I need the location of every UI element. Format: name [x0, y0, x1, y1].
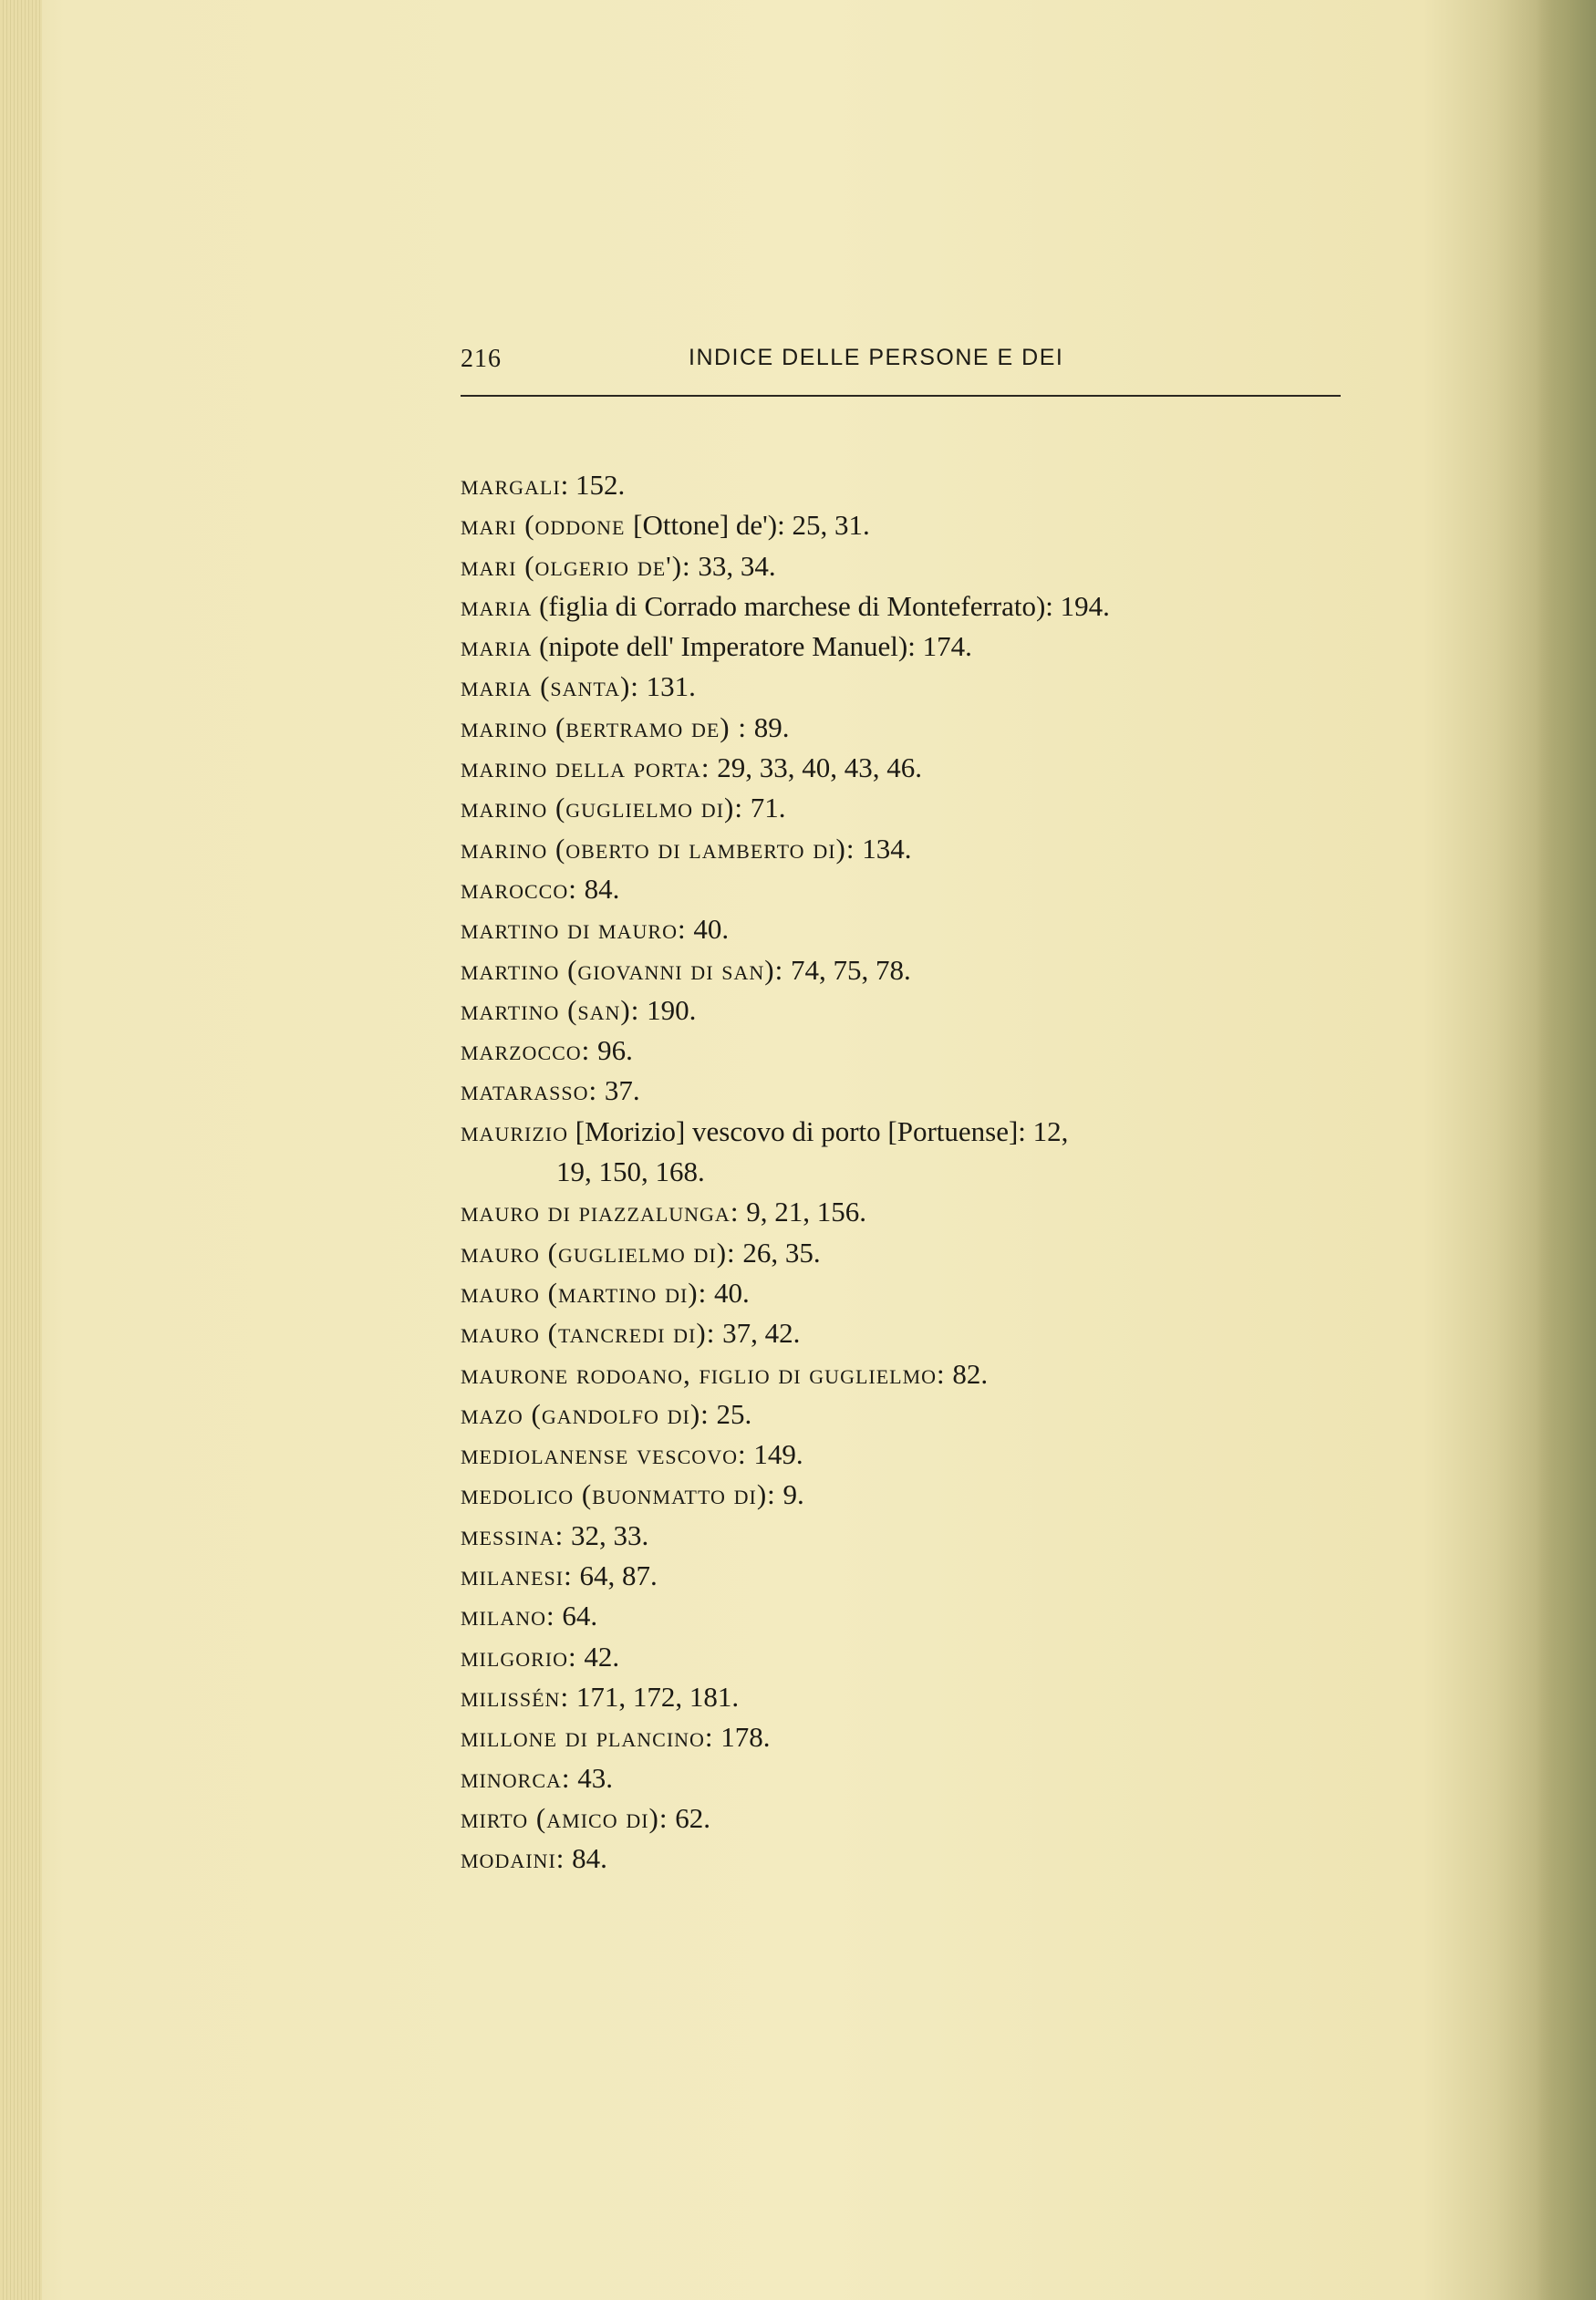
entry-references: 40.: [686, 913, 730, 946]
index-entry: [461, 1394, 1391, 1435]
entry-references: 82.: [945, 1357, 989, 1390]
entry-references: 9, 21, 156.: [739, 1196, 866, 1228]
entry-name: marzocco:: [461, 1034, 591, 1067]
index-entry: [461, 546, 1391, 586]
entry-name: marocco:: [461, 872, 577, 905]
entry-name: martino di mauro:: [461, 913, 687, 946]
entry-name: maria: [461, 630, 533, 663]
index-entry: [461, 1273, 1391, 1313]
index-entry: [461, 1637, 1391, 1677]
index-entry: [461, 1758, 1391, 1798]
entry-references: 33, 34.: [690, 549, 776, 582]
entry-name: mirto (amico di):: [461, 1801, 668, 1834]
index-list: [461, 465, 1391, 1879]
entry-references: 171, 172, 181.: [569, 1680, 740, 1713]
index-entry: [461, 1233, 1391, 1273]
index-entry: [461, 1192, 1391, 1232]
header-rule: [461, 395, 1341, 397]
entry-references: 84.: [576, 872, 620, 905]
entry-name: martino (giovanni di san):: [461, 953, 784, 986]
entry-references: 96.: [590, 1034, 633, 1067]
index-entry: [461, 1677, 1391, 1717]
entry-name: maria: [461, 589, 533, 622]
index-entry: [461, 1071, 1391, 1111]
entry-name: maurone rodoano, figlio di guglielmo:: [461, 1357, 946, 1390]
entry-references: 134.: [855, 832, 912, 865]
entry-references: 89.: [746, 710, 790, 743]
entry-references: 64.: [554, 1600, 598, 1632]
running-title: INDICE DELLE PERSONE E DEI: [689, 345, 1064, 370]
binding-shadow: [1536, 0, 1596, 2300]
entry-continuation: 19, 150, 168.: [556, 1155, 705, 1188]
entry-references: 178.: [713, 1721, 771, 1754]
entry-name: marino della porta:: [461, 751, 710, 784]
entry-references: (figlia di Corrado marchese di Monteferrato): 194.: [532, 589, 1110, 622]
index-entry: [461, 748, 1391, 788]
index-entry: [461, 829, 1391, 869]
index-entry: [461, 1354, 1391, 1394]
entry-references: 64, 87.: [572, 1559, 658, 1592]
entry-references: (nipote dell' Imperatore Manuel): 174.: [532, 630, 972, 663]
index-entry: [461, 1435, 1391, 1475]
entry-references: [Ottone] de'): 25, 31.: [633, 509, 870, 542]
entry-name: milgorio:: [461, 1640, 577, 1673]
entry-references: 190.: [639, 993, 697, 1026]
entry-name: milissén:: [461, 1680, 570, 1713]
index-entry: [461, 990, 1391, 1031]
index-entry: [461, 1516, 1391, 1556]
entry-name: mauro (guglielmo di):: [461, 1236, 736, 1269]
entry-references: 9.: [775, 1478, 804, 1511]
entry-name: millone di plancino:: [461, 1721, 714, 1754]
index-entry: [461, 586, 1391, 627]
entry-name: milanesi:: [461, 1559, 573, 1592]
entry-references: 74, 75, 78.: [783, 953, 911, 986]
index-entry: [461, 1717, 1391, 1757]
index-entry: [461, 1556, 1391, 1596]
index-entry: [461, 667, 1391, 707]
index-entry: [461, 788, 1391, 828]
entry-name: matarasso:: [461, 1074, 598, 1107]
index-entry: [461, 1031, 1391, 1071]
entry-references: 37, 42.: [715, 1317, 801, 1350]
entry-name: martino (san):: [461, 993, 640, 1026]
entry-references: 29, 33, 40, 43, 46.: [710, 751, 922, 784]
page-header: [461, 345, 1341, 390]
entry-references: 131.: [638, 670, 696, 703]
entry-references: 84.: [565, 1842, 607, 1875]
entry-name: medolico (buonmatto di):: [461, 1478, 776, 1511]
entry-name: marino (bertramo de) :: [461, 710, 747, 743]
entry-name: marino (oberto di lamberto di):: [461, 832, 855, 865]
index-entry: [461, 869, 1391, 909]
entry-name: mauro di piazzalunga:: [461, 1196, 740, 1228]
index-entry: [461, 1112, 1391, 1193]
index-entry: [461, 1313, 1391, 1353]
entry-name: marino (guglielmo di):: [461, 792, 743, 824]
entry-name: modaini:: [461, 1842, 565, 1875]
entry-references: 71.: [742, 792, 786, 824]
entry-references: [Morizio] vescovo di porto [Portuense]: 12,: [568, 1114, 1069, 1147]
entry-references: 149.: [746, 1438, 803, 1471]
entry-references: 26, 35.: [735, 1236, 821, 1269]
index-entry: [461, 1798, 1391, 1839]
entry-name: minorca:: [461, 1761, 571, 1794]
index-entry: [461, 465, 1391, 505]
entry-name: mauro (martino di):: [461, 1276, 708, 1309]
entry-name: mari (olgerio de'):: [461, 549, 691, 582]
entry-name: margali: [461, 469, 561, 501]
entry-references: 32, 33.: [564, 1518, 649, 1551]
index-entry: [461, 1596, 1391, 1636]
entry-references: 43.: [570, 1761, 614, 1794]
entry-name: milano:: [461, 1600, 555, 1632]
index-entry: [461, 1475, 1391, 1515]
index-entry: [461, 505, 1391, 545]
index-entry: [461, 1839, 1391, 1879]
entry-references: : 152.: [560, 469, 626, 501]
index-entry: [461, 950, 1391, 990]
page-number: 216: [461, 345, 502, 373]
entry-name: mazo (gandolfo di):: [461, 1397, 710, 1430]
entry-references: 42.: [576, 1640, 620, 1673]
entry-references: 37.: [597, 1074, 640, 1107]
index-entry: [461, 627, 1391, 667]
entry-name: maurizio: [461, 1114, 568, 1147]
entry-name: mediolanense vescovo:: [461, 1438, 747, 1471]
entry-name: mari (oddone: [461, 509, 634, 542]
entry-name: maria (santa):: [461, 670, 639, 703]
entry-references: 62.: [668, 1801, 710, 1834]
entry-name: mauro (tancredi di):: [461, 1317, 716, 1350]
index-entry: [461, 708, 1391, 748]
entry-name: messina:: [461, 1518, 565, 1551]
page-stack-edge: [0, 0, 42, 2300]
entry-references: 25.: [709, 1397, 752, 1430]
entry-references: 40.: [707, 1276, 750, 1309]
index-entry: [461, 909, 1391, 949]
